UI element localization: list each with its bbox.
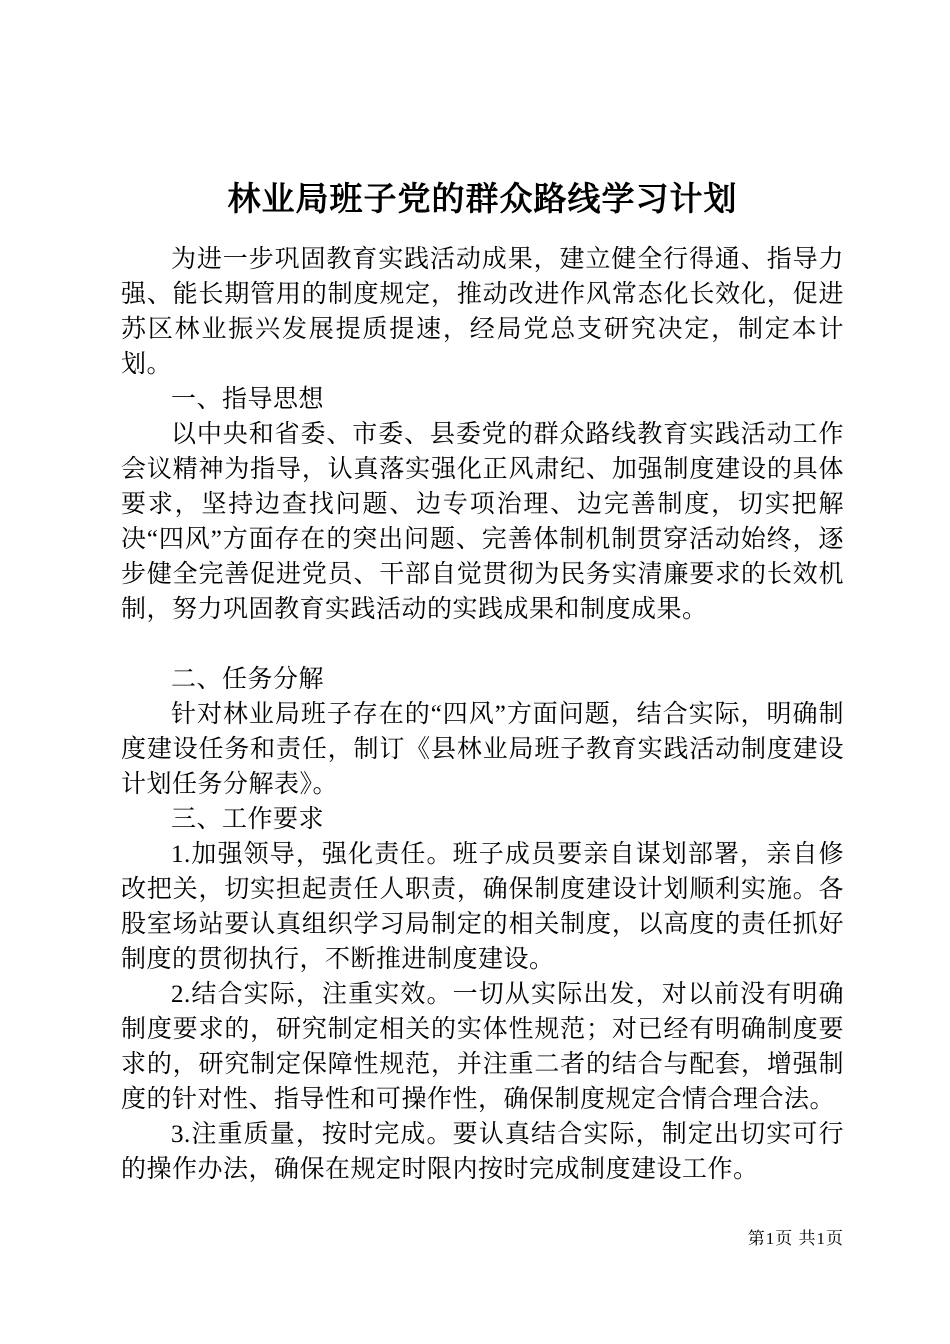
paragraph-requirement-1: 1.加强领导，强化责任。班子成员要亲自谋划部署，亲自修改把关，切实担起责任人职责，确保制度建设计划顺利实施。各股室场站要认真组织学习局制定的相关制度，以高度的责任抓好制度的贯彻执行，不断推进制度建设。 [121, 841, 844, 973]
paragraph-guiding-ideology: 以中央和省委、市委、县委党的群众路线教育实践活动工作会议精神为指导，认真落实强化正风肃纪、加强制度建设的具体要求，坚持边查找问题、边专项治理、边完善制度，切实把解决“四风”方面存在的突出问题、完善体制机制贯穿活动始终，逐步健全完善促进党员、干部自觉贯彻为民务实清廉要求的长效机制，努力巩固教育实践活动的实践成果和制度成果。 [121, 421, 844, 623]
paragraph-requirement-2: 2.结合实际，注重实效。一切从实际出发，对以前没有明确制度要求的，研究制定相关的实体性规范；对已经有明确制度要求的，研究制定保障性规范，并注重二者的结合与配套，增强制度的针对性、指导性和可操作性，确保制度规定合情合理合法。 [121, 981, 844, 1113]
paragraph-intro: 为进一步巩固教育实践活动成果，建立健全行得通、指导力强、能长期管用的制度规定，推动改进作风常态化长效化，促进苏区林业振兴发展提质提速，经局党总支研究决定，制定本计划。 [121, 246, 844, 378]
heading-guiding-ideology: 一、指导思想 [171, 386, 325, 413]
heading-task-breakdown: 二、任务分解 [171, 666, 325, 693]
paragraph-requirement-3: 3.注重质量，按时完成。要认真结合实际，制定出切实可行的操作办法，确保在规定时限内按时完成制度建设工作。 [121, 1121, 844, 1183]
page-footer [748, 1224, 844, 1249]
page-number-label: 第1页 共1页 [747, 1229, 844, 1248]
paragraph-task-breakdown: 针对林业局班子存在的“四风”方面问题，结合实际，明确制度建设任务和责任，制订《县林业局班子教育实践活动制度建设计划任务分解表》。 [121, 701, 844, 798]
heading-work-requirements: 三、工作要求 [171, 806, 325, 833]
document-title: 林业局班子党的群众路线学习计划 [227, 182, 738, 218]
